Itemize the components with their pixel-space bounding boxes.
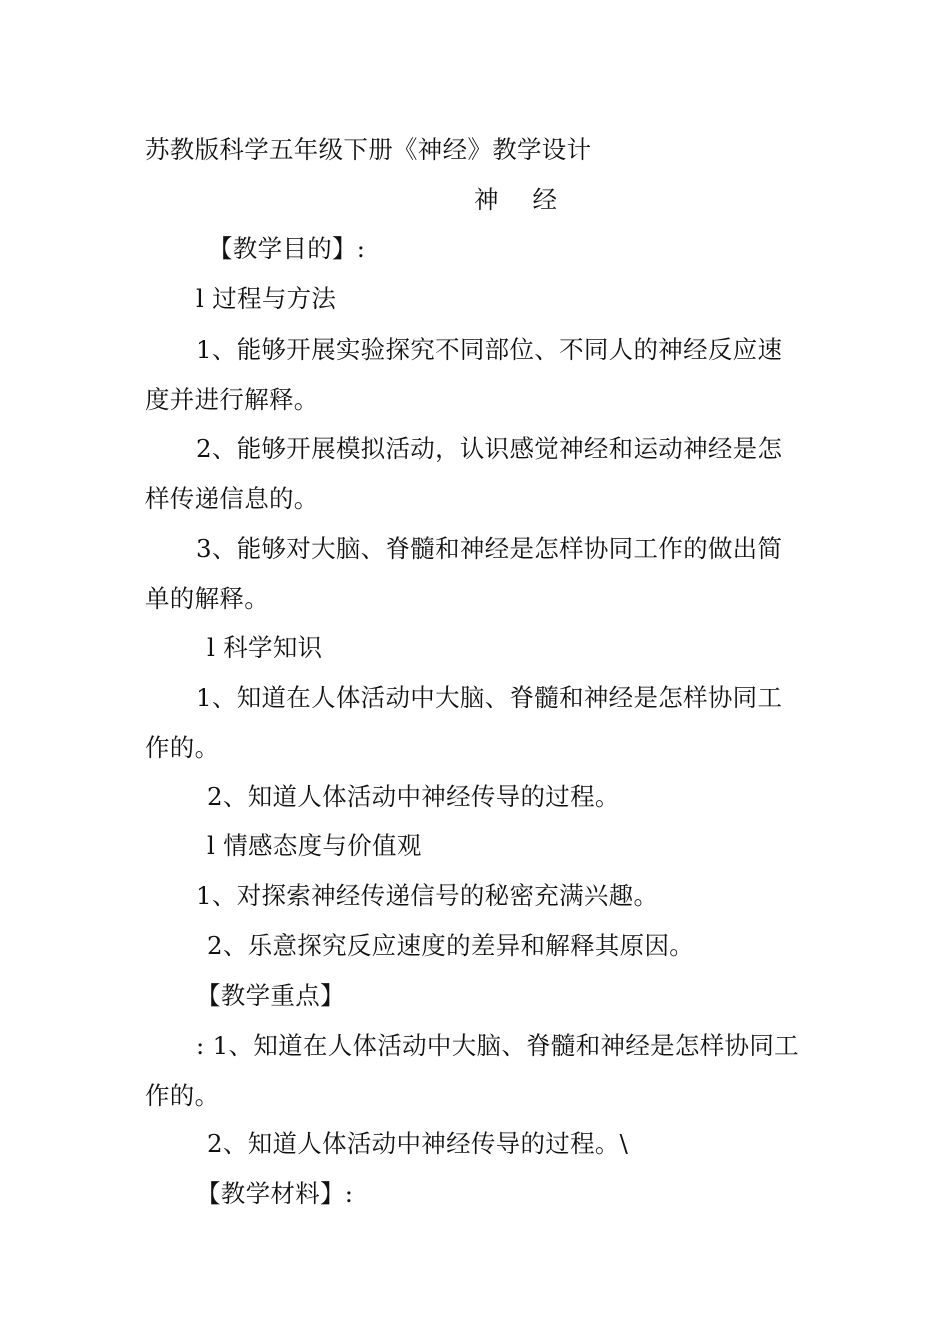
section-science-knowledge-heading: l 科学知识 bbox=[207, 633, 323, 662]
keypoints-heading: 【教学重点】 bbox=[196, 981, 345, 1010]
title-char-2: 经 bbox=[532, 185, 557, 214]
attitude-item-2: 2、乐意探究反应速度的差异和解释其原因。 bbox=[207, 931, 695, 960]
keypoints-item-2: 2、知道人体活动中神经传导的过程。\ bbox=[207, 1129, 629, 1158]
knowledge-item-2: 2、知道人体活动中神经传导的过程。 bbox=[207, 782, 620, 811]
attitude-item-1: 1、对探索神经传递信号的秘密充满兴趣。 bbox=[196, 881, 659, 910]
knowledge-item-1: 1、知道在人体活动中大脑、脊髓和神经是怎样协同工作的。 bbox=[145, 683, 783, 762]
process-item-3: 3、能够对大脑、脊髓和神经是怎样协同工作的做出简单的解释。 bbox=[145, 534, 783, 613]
section-process-methods-heading: l 过程与方法 bbox=[196, 284, 337, 313]
keypoints-item-1: : 1、知道在人体活动中大脑、脊髓和神经是怎样协同工作的。 bbox=[145, 1031, 799, 1110]
process-item-1: 1、能够开展实验探究不同部位、不同人的神经反应速度并进行解释。 bbox=[145, 335, 783, 414]
title-char-1: 神 bbox=[474, 185, 499, 214]
objectives-heading: 【教学目的】: bbox=[208, 234, 366, 263]
section-attitude-values-heading: l 情感态度与价值观 bbox=[207, 831, 422, 860]
process-item-2: 2、能够开展模拟活动，认识感觉神经和运动神经是怎样传递信息的。 bbox=[145, 434, 783, 513]
materials-heading: 【教学材料】: bbox=[196, 1179, 354, 1208]
document-header: 苏教版科学五年级下册《神经》教学设计 bbox=[145, 135, 592, 164]
document-title bbox=[474, 185, 557, 215]
